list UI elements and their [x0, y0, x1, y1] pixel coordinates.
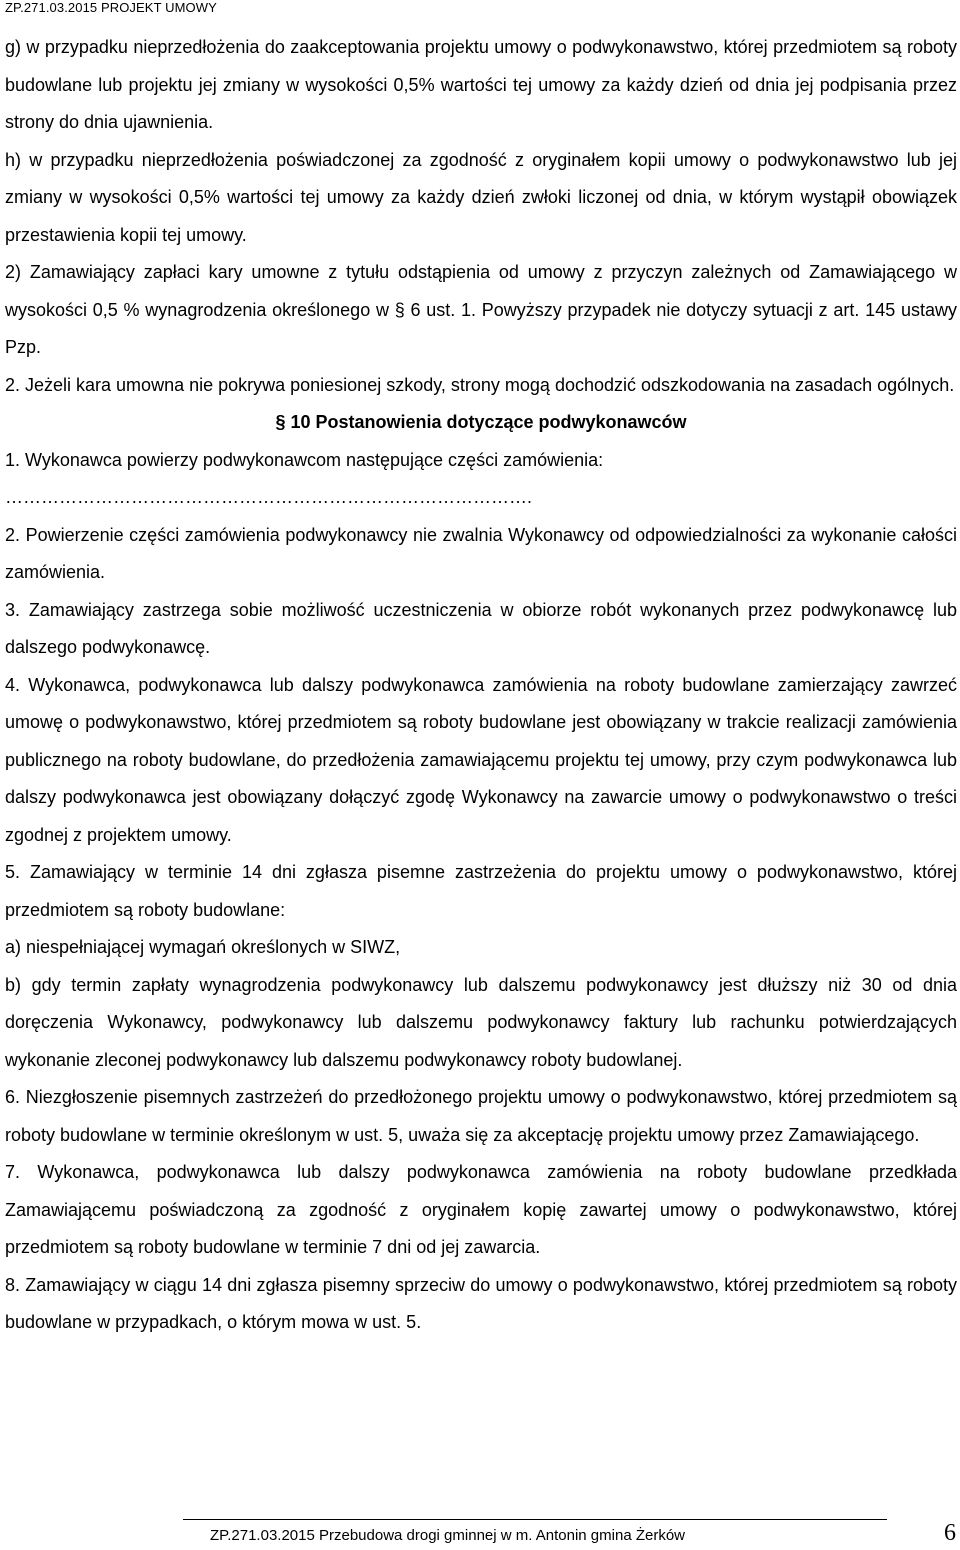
document-reference-header: ZP.271.03.2015 PROJEKT UMOWY: [5, 0, 217, 15]
footer-divider: [183, 1519, 887, 1520]
blank-fill-line: …………………………………………………………………………….: [5, 487, 533, 507]
section-item-5b: b) gdy termin zapłaty wynagrodzenia podwykonawcy lub dalszemu podwykonawcy jest dłuższy niż 30 od dnia doręczenia Wykonawcy, podwykonawcy lub dalszemu podwykonawcy faktury lub rachunku potwierdzających wykonanie zleconej podwykonawcy lub dalszemu podwykonawcy roboty budowlanej.: [5, 974, 957, 1070]
paragraph-penalty-h: h) w przypadku nieprzedłożenia poświadczonej za zgodność z oryginałem kopii umowy o podwykonawstwo lub jej zmiany w wysokości 0,5% wartości tej umowy za każdy dzień zwłoki liczonej od dnia, w którym wystąpił obowiązek przestawienia kopii tej umowy.: [5, 149, 957, 245]
paragraph-additional-damages: 2. Jeżeli kara umowna nie pokrywa poniesionej szkody, strony mogą dochodzić odszkodowania na zasadach ogólnych.: [5, 374, 955, 395]
section-item-8: 8. Zamawiający w ciągu 14 dni zgłasza pisemny sprzeciw do umowy o podwykonawstwo, której przedmiotem są roboty budowlane w przypadkach, o którym mowa w ust. 5.: [5, 1274, 957, 1332]
page-number: 6: [944, 1520, 956, 1546]
section-item-6: 6. Niezgłoszenie pisemnych zastrzeżeń do przedłożonego projektu umowy o podwykonawstwo, której przedmiotem są roboty budowlane w terminie określonym w ust. 5, uważa się za akceptację projektu umowy przez Zamawiającego.: [5, 1087, 957, 1145]
section-item-5a: a) niespełniającej wymagań określonych w SIWZ,: [5, 937, 401, 957]
document-body: [5, 29, 957, 1342]
footer-reference: ZP.271.03.2015 Przebudowa drogi gminnej w m. Antonin gmina Żerków: [210, 1527, 685, 1544]
paragraph-penalty-withdrawal: 2) Zamawiający zapłaci kary umowne z tytułu odstąpienia od umowy z przyczyn zależnych od Zamawiającego w wysokości 0,5 % wynagrodzenia określonego w § 6 ust. 1. Powyższy przypadek nie dotyczy sytuacji z art. 145 ustawy Pzp.: [5, 262, 957, 357]
section-item-3: 3. Zamawiający zastrzega sobie możliwość uczestniczenia w obiorze robót wykonanych przez podwykonawcę lub dalszego podwykonawcę.: [5, 599, 957, 657]
section-heading: § 10 Postanowienia dotyczące podwykonawców: [275, 412, 687, 432]
section-item-2: 2. Powierzenie części zamówienia podwykonawcy nie zwalnia Wykonawcy od odpowiedzialności za wykonanie całości zamówienia.: [5, 524, 957, 582]
section-item-7: 7. Wykonawca, podwykonawca lub dalszy podwykonawca zamówienia na roboty budowlane przedkłada Zamawiającemu poświadczoną za zgodność z oryginałem kopię zawartej umowy o podwykonawstwo, której przedmiotem są roboty budowlane w terminie 7 dni od jej zawarcia.: [5, 1162, 957, 1257]
section-item-1: 1. Wykonawca powierzy podwykonawcom następujące części zamówienia:: [5, 449, 604, 470]
section-item-5: 5. Zamawiający w terminie 14 dni zgłasza pisemne zastrzeżenia do projektu umowy o podwykonawstwo, której przedmiotem są roboty budowlane:: [5, 862, 957, 920]
paragraph-penalty-g: g) w przypadku nieprzedłożenia do zaakceptowania projektu umowy o podwykonawstwo, której przedmiotem są roboty budowlane lub projektu jej zmiany w wysokości 0,5% wartości tej umowy za każdy dzień od dnia jej podpisania przez strony do dnia ujawnienia.: [5, 37, 957, 132]
section-item-4: 4. Wykonawca, podwykonawca lub dalszy podwykonawca zamówienia na roboty budowlane zamierzający zawrzeć umowę o podwykonawstwo, której przedmiotem są roboty budowlane jest obowiązany w trakcie realizacji zamówienia publicznego na roboty budowlane, do przedłożenia zamawiającemu projektu tej umowy, przy czym podwykonawca lub dalszy podwykonawca jest obowiązany dołączyć zgodę Wykonawcy na zawarcie umowy o podwykonawstwo o treści zgodnej z projektem umowy.: [5, 674, 957, 845]
